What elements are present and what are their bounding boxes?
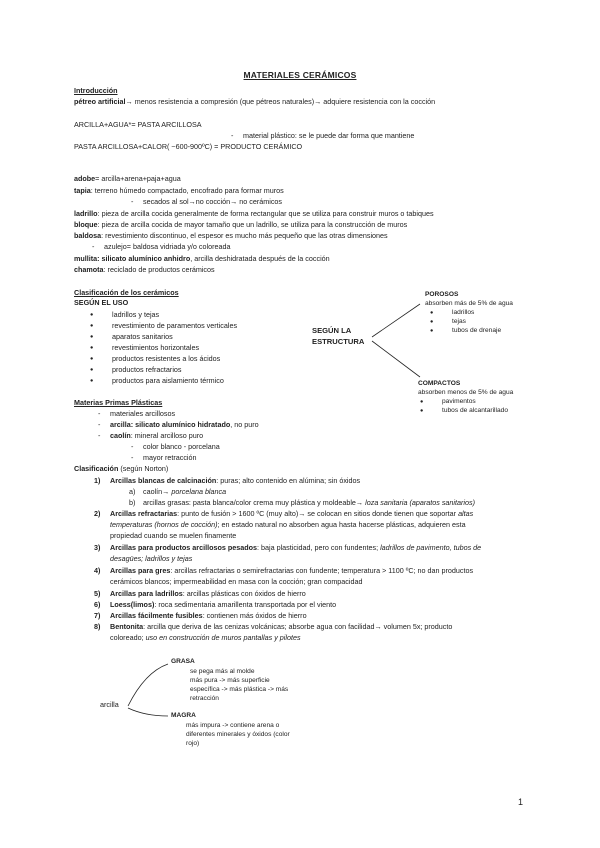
arcilla-line: ARCILLA+AGUA*= PASTA ARCILLOSA (74, 120, 202, 129)
baldosa-term: baldosa (74, 231, 102, 240)
grasa-line: retracción (190, 695, 219, 702)
norton-item-1a (129, 487, 227, 497)
item-number: 7) (94, 611, 101, 620)
arcilla-branch-grasa (128, 664, 168, 706)
grasa-line: se pega más al molde (190, 668, 255, 675)
grasa-label: GRASA (171, 658, 195, 665)
norton-term: Arcillas fácilmente fusibles (110, 611, 203, 620)
arcilla-branch-magra (128, 708, 168, 716)
norton-text: : punto de fusión > 1600 ºC (muy alto)→ se colocan en sitios donde tienen que soportar (177, 509, 459, 518)
tapia-text: : terreno húmedo compactado, encofrado para formar muros (90, 186, 284, 195)
caolin-sub: - color blanco - porcelana (143, 442, 220, 452)
norton-item-6 (94, 600, 337, 610)
mullita-term: mullita: silicato alumínico anhidro (74, 254, 191, 263)
norton-italic: uso en construcción de muros pantallas y pilotes (145, 633, 301, 642)
norton-item-2-cont (110, 520, 466, 530)
norton-item-4 (94, 566, 474, 576)
norton-item-2 (94, 509, 474, 519)
grasa-line: más pura -> más superficie (190, 677, 270, 684)
norton-term: Arcillas para ladrillos (110, 589, 183, 598)
item-letter: a) (129, 487, 136, 496)
compactos-desc: absorben menos de 5% de agua (418, 389, 514, 396)
norton-item-4-cont: cerámicos blancos; impermeabilidad en masa con la cocción; gran compacidad (110, 577, 363, 586)
norton-term: Arcillas refractarias (110, 509, 178, 518)
petreo-term: pétreo artificial (74, 97, 126, 106)
uso-item: ● productos refractarios (112, 365, 182, 375)
item-number: 8) (94, 622, 101, 631)
adobe-term: adobe (74, 174, 96, 183)
caolin-text: : mineral arcilloso puro (130, 431, 204, 440)
norton-text: : arcillas plásticas con óxidos de hierro (182, 589, 306, 598)
porosos-item: ● ladrillos (452, 309, 474, 317)
norton-term: Clasificación (74, 464, 119, 473)
diagram-root-arcilla: arcilla (100, 700, 119, 709)
norton-text: : arcillas refractarias o semirefractarias con fundente; temperatura > 1100 ºC; no dan productos (170, 566, 474, 575)
norton-item-1b (129, 498, 475, 508)
uso-item: ● aparatos sanitarios (112, 332, 173, 342)
tapia-sub: - secados al sol→no cocción→ no cerámicos (143, 197, 282, 207)
ladrillo-text: : pieza de arcilla cocida generalmente de forma rectangular que se utiliza para construir muros o tabiques (97, 209, 434, 218)
uso-item: ● ladrillos y tejas (112, 310, 159, 320)
norton-text: ; en estado natural no absorben agua hasta hacerse plásticas, adquieren esta (217, 520, 466, 529)
porosos-desc: absorben más de 5% de agua (425, 300, 513, 307)
norton-item-5 (94, 589, 306, 599)
materias-item (110, 431, 203, 441)
norton-item-1 (94, 476, 361, 486)
norton-term: Arcillas blancas de calcinación (110, 476, 217, 485)
norton-text: : puras; alto contenido en alúmina; sin óxidos (216, 476, 361, 485)
clasificacion-heading: Clasificación de los cerámicos (74, 288, 179, 297)
caolin-sub: - mayor retracción (143, 453, 197, 463)
item-number: 5) (94, 589, 101, 598)
item-number: 1) (94, 476, 101, 485)
norton-item-8 (94, 622, 453, 632)
norton-italic: altas (458, 509, 474, 518)
chamota-text: : reciclado de productos cerámicos (103, 265, 215, 274)
materias-item (110, 420, 259, 430)
baldosa-text: : revestimiento discontinuo, el espesor es mucho más pequeño que las otras dimensiones (101, 231, 388, 240)
norton-item-8-cont (110, 633, 301, 643)
estructura-label-line1: SEGÚN LA (312, 326, 352, 335)
norton-italic: temperaturas (hornos de cocción) (110, 520, 218, 529)
item-letter: b) (129, 498, 136, 507)
magra-label: MAGRA (171, 712, 196, 719)
porosos-item: ● tejas (452, 318, 466, 326)
norton-text: coloreado; (110, 633, 146, 642)
magra-line: más impura -> contiene arena o (186, 722, 280, 729)
item-number: 2) (94, 509, 101, 518)
norton-item-2-cont: propiedad cuando se muelen finamente (110, 531, 237, 540)
adobe-text: = arcilla+arena+paja+agua (95, 174, 181, 183)
norton-item-3 (94, 543, 482, 553)
page-number: 1 (518, 797, 524, 807)
uso-heading: SEGÚN EL USO (74, 298, 129, 307)
norton-term: Arcillas para productos arcillosos pesados (110, 543, 257, 552)
intro-heading: Introducción (74, 86, 118, 95)
norton-text: : contienen más óxidos de hierro (202, 611, 307, 620)
norton-heading (74, 464, 168, 474)
estructura-branch-compactos (372, 341, 420, 377)
page-title: MATERIALES CERÁMICOS (243, 70, 357, 80)
bloque-text: : pieza de arcilla cocida de mayor tamaño que un ladrillo, se utiliza para la construcción de muros (97, 220, 408, 229)
porosos-item: ● tubos de drenaje (452, 327, 501, 335)
compactos-item: ● pavimentos (442, 398, 476, 406)
mullita-text: , arcilla deshidratada después de la cocción (190, 254, 330, 263)
arcilla-term: arcilla: silicato alumínico hidratado (110, 420, 231, 429)
item-number: 3) (94, 543, 101, 552)
estructura-label-line2: ESTRUCTURA (312, 337, 365, 346)
norton-text: caolín→ (143, 487, 172, 496)
uso-item: ● productos para aislamiento térmico (112, 376, 224, 386)
norton-text: (según Norton) (118, 464, 169, 473)
norton-term: Bentonita (110, 622, 144, 631)
norton-term: Arcillas para gres (110, 566, 171, 575)
materias-item: - materiales arcillosos (110, 409, 175, 419)
norton-text: : baja plasticidad, pero con fundentes; (257, 543, 381, 552)
norton-text: : arcilla que deriva de las cenizas volcánicas; absorbe agua con facilidad→ volumen 5x; producto (143, 622, 453, 631)
item-number: 6) (94, 600, 101, 609)
norton-italic: porcelana blanca (171, 487, 227, 496)
materias-heading: Materias Primas Plásticas (74, 398, 163, 407)
norton-text: : roca sedimentaria amarillenta transportada por el viento (154, 600, 337, 609)
ladrillo-term: ladrillo (74, 209, 98, 218)
chamota-term: chamota (74, 265, 104, 274)
compactos-label: COMPACTOS (418, 380, 461, 387)
uso-item: ● revestimiento de paramentos verticales (112, 321, 237, 331)
norton-text: arcillas grasas: pasta blanca/color crema muy plástica y moldeable→ (143, 498, 366, 507)
baldosa-sub: - azulejo= baldosa vidriada y/o coloreada (104, 242, 230, 252)
magra-line: rojo) (186, 740, 200, 747)
petreo-text: → menos resistencia a compresión (que pétreos naturales)→ adquiere resistencia con la cocción (125, 97, 436, 106)
grasa-line: específica -> más plástica -> más (190, 686, 289, 693)
estructura-branch-porosos (372, 304, 420, 337)
norton-italic: ladrillos de pavimento, tubos de (380, 543, 482, 552)
porosos-label: POROSOS (425, 291, 459, 298)
tapia-term: tapia (74, 186, 91, 195)
uso-item: ● productos resistentes a los ácidos (112, 354, 220, 364)
bloque-term: bloque (74, 220, 98, 229)
arcilla-text: , no puro (230, 420, 259, 429)
norton-term: Loess(limos) (110, 600, 155, 609)
plastico-note: - material plástico: se le puede dar forma que mantiene (243, 131, 414, 141)
uso-item: ● revestimientos horizontales (112, 343, 199, 353)
norton-item-7 (94, 611, 307, 621)
item-number: 4) (94, 566, 101, 575)
norton-italic: loza sanitaria (aparatos sanitarios) (365, 498, 475, 507)
pasta-line: PASTA ARCILLOSA+CALOR( ~600-900ºC) = PRODUCTO CERÁMICO (74, 142, 303, 151)
magra-line: diferentes minerales y óxidos (color (186, 731, 290, 738)
caolin-term: caolín (110, 431, 131, 440)
compactos-item: ● tubos de alcantarillado (442, 407, 508, 415)
norton-item-3-cont: desagües; ladrillos y tejas (110, 554, 193, 563)
